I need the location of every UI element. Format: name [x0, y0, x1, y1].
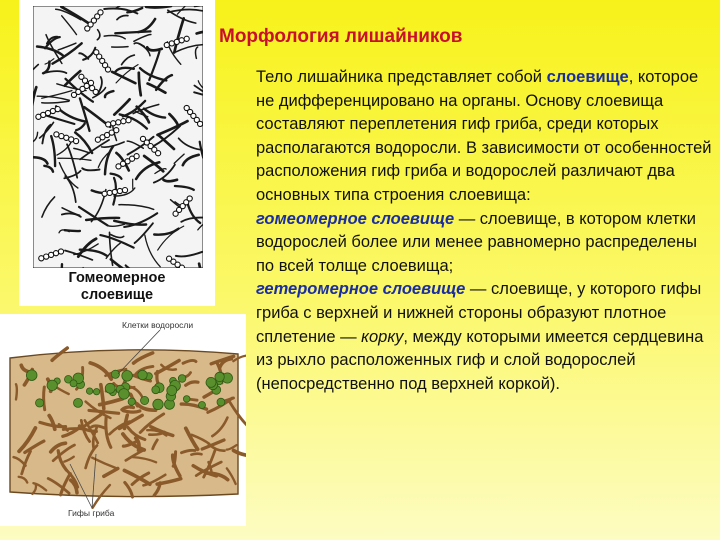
algal-cell: [98, 10, 103, 15]
algal-cell: [122, 371, 133, 382]
algal-cell: [93, 389, 99, 395]
algal-cell: [36, 399, 44, 407]
para1-start: Тело лишайника представляет собой: [256, 68, 547, 86]
algal-cell: [74, 139, 79, 144]
slide-title: Морфология лишайников: [219, 26, 463, 47]
algal-cell: [111, 370, 119, 378]
algal-cell: [88, 80, 93, 85]
algal-cell: [93, 89, 98, 94]
algal-cell: [54, 132, 59, 137]
algal-cell: [112, 189, 117, 194]
algal-cell: [58, 249, 63, 254]
algal-cell: [53, 251, 58, 256]
algal-cell: [121, 119, 126, 124]
fungal-hypha: [157, 372, 158, 384]
algal-cell: [141, 396, 149, 404]
algal-cell: [217, 398, 225, 406]
algal-cell: [107, 190, 112, 195]
heteromerous-thallus-drawing: [0, 314, 246, 526]
algal-cell: [164, 42, 169, 47]
algal-cell: [152, 386, 160, 394]
algal-cell: [169, 41, 174, 46]
algal-cell: [74, 398, 83, 407]
algal-cell: [26, 370, 37, 381]
algal-cell: [179, 38, 184, 43]
algal-cell: [111, 121, 116, 126]
fungal-hypha: [146, 6, 171, 7]
fungal-hypha: [123, 411, 139, 412]
para1-end: , которое не дифференцировано на органы. Основу слоевища составляют переплетения гиф гриба, среди которых располагаются водоросли. В зависимости от особенностей расположения гиф гриба и водорослей различают два основных типа строения слоевища:: [256, 68, 712, 204]
algal-cell: [206, 377, 216, 387]
algal-cell: [105, 67, 110, 72]
body-text: [256, 66, 716, 396]
fungal-hypha: [44, 387, 45, 410]
algal-cell: [55, 107, 60, 112]
term-homeomerous: гомеомерное слоевище: [256, 209, 455, 228]
algal-cell: [199, 402, 206, 409]
algal-cell: [114, 128, 119, 133]
algal-cell: [183, 396, 190, 403]
fungal-hypha: [191, 454, 201, 455]
term-thallus: слоевище: [546, 68, 629, 86]
algal-cell: [167, 386, 177, 396]
homeomerous-caption-line1: Гомеомерное: [68, 270, 166, 286]
fungal-hypha: [16, 384, 17, 399]
homeomerous-thallus-figure: [19, 0, 215, 306]
para2-definition: — слоевище, в котором клетки водорослей более или менее равномерно распределены по всей толще слоевища;: [256, 209, 697, 275]
algal-cell: [184, 36, 189, 41]
algal-cell: [126, 118, 131, 123]
algal-cell: [116, 120, 121, 125]
homeomerous-caption-line2: слоевище: [80, 287, 154, 303]
algal-cell: [128, 398, 135, 405]
algal-cell: [119, 389, 130, 400]
homeomerous-caption: [19, 270, 215, 304]
term-cortex: корку: [361, 327, 404, 346]
algal-cell: [102, 191, 107, 196]
algal-cell: [86, 388, 92, 394]
heteromerous-thallus-figure: [0, 314, 246, 526]
algal-cell: [106, 122, 111, 127]
algal-cell: [178, 375, 186, 383]
fungal-hyphae-label: Гифы гриба: [68, 508, 115, 518]
algal-cell: [138, 370, 147, 379]
homeomerous-thallus-drawing: [33, 6, 203, 268]
algal-cell: [70, 380, 77, 387]
algal-cell: [47, 380, 57, 390]
algal-cell: [179, 265, 184, 268]
fungal-hypha: [112, 47, 128, 48]
term-heteromerous: гетеромерное слоевище: [256, 280, 466, 299]
algal-cell: [134, 154, 139, 159]
algal-cell: [198, 121, 203, 126]
algal-cell: [105, 383, 115, 393]
para3-start: — слоевище, у которого гифы гриба с верхней и нижней стороны образуют плотное сплетение —: [256, 280, 702, 346]
algal-cell: [156, 151, 161, 156]
algal-cell: [153, 399, 163, 409]
algal-cell: [215, 372, 224, 381]
algal-cell: [187, 196, 192, 201]
para3-end: , между которыми имеется сердцевина из рыхло расположенных гиф и слой водорослей (непосредственно под верхней коркой).: [256, 327, 704, 393]
fungal-hypha: [164, 180, 178, 181]
algae-cells-label: Клетки водоросли: [122, 320, 194, 330]
algal-cell: [122, 188, 127, 193]
algal-cell: [117, 188, 122, 193]
